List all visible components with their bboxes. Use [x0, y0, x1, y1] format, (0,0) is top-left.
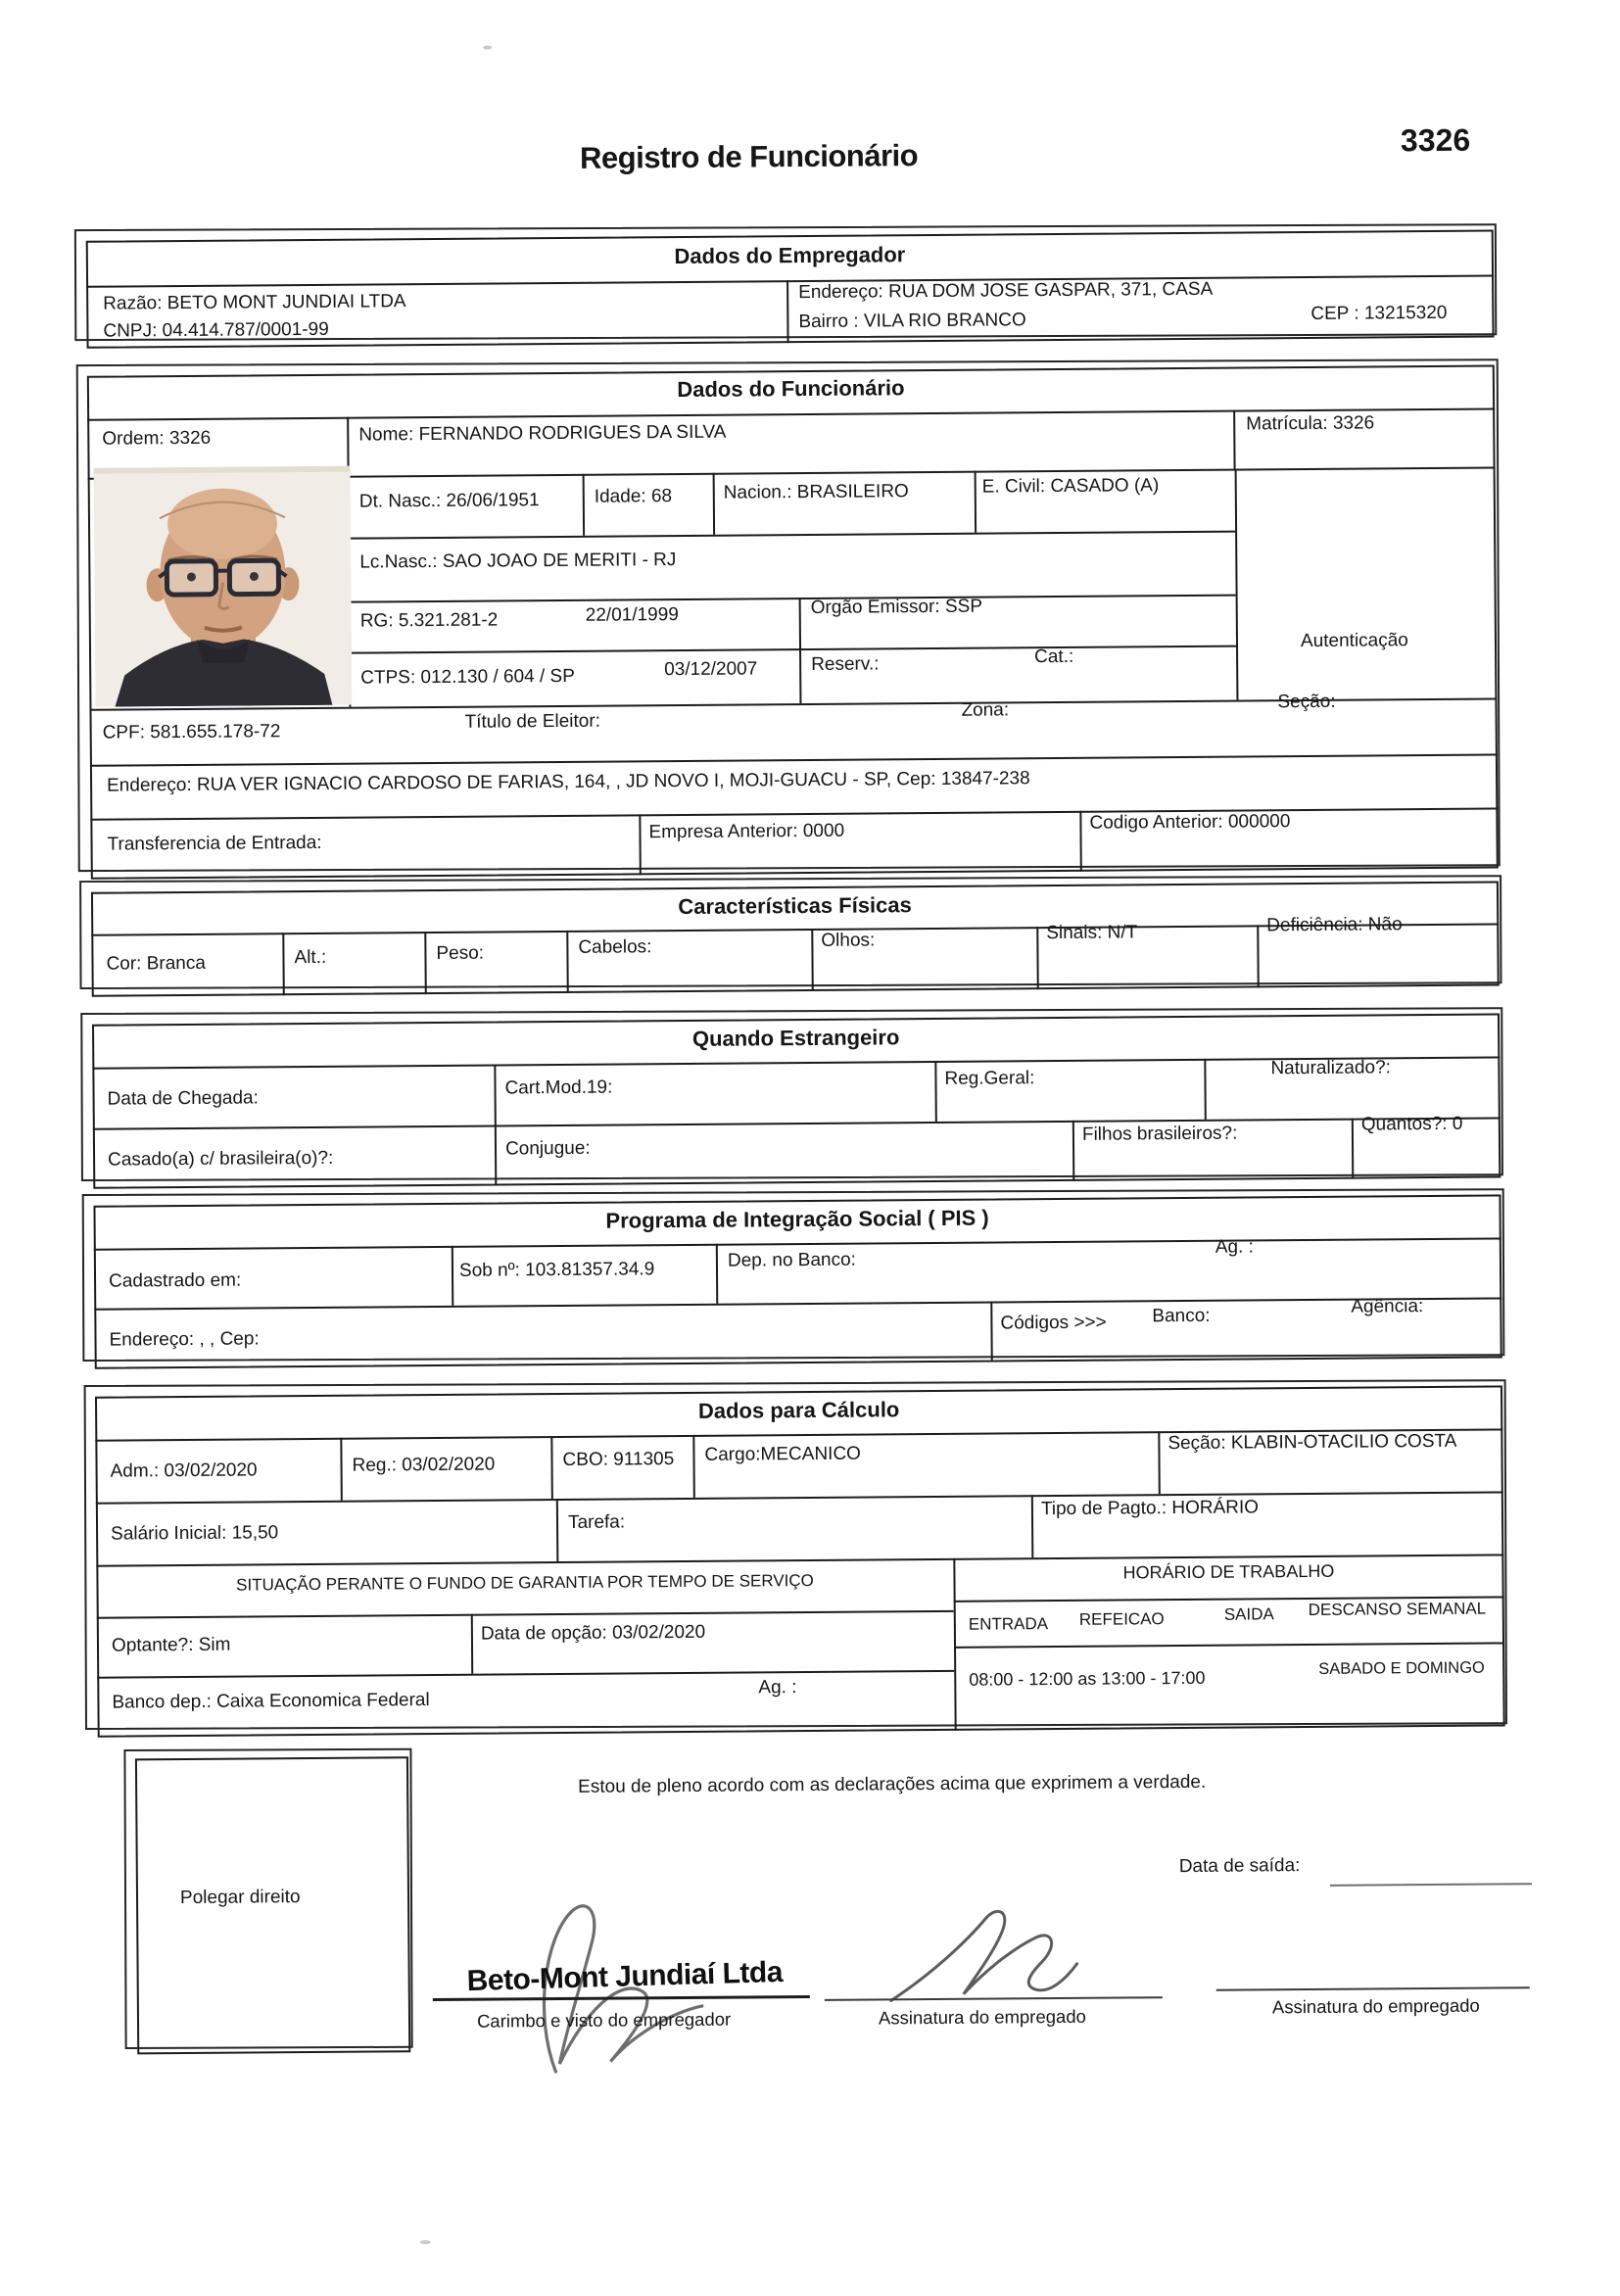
field-transferencia: Transferencia de Entrada:	[107, 833, 321, 856]
field-pis-agencia: Agência:	[1351, 1296, 1423, 1317]
employer-section-title: Dados do Empregador	[86, 237, 1494, 273]
field-endereco-empregador: Endereço: RUA DOM JOSE GASPAR, 371, CASA	[798, 279, 1213, 304]
field-cart-mod: Cart.Mod.19:	[504, 1077, 612, 1100]
field-dep-banco: Dep. no Banco:	[728, 1250, 856, 1272]
field-codigos: Códigos >>>	[1000, 1313, 1106, 1335]
field-lc-nasc: Lc.Nasc.: SAO JOAO DE MERITI - RJ	[359, 550, 676, 573]
field-cbo: CBO: 911305	[562, 1449, 674, 1471]
field-idade: Idade: 68	[595, 486, 672, 507]
field-razao: Razão: BETO MONT JUNDIAI LTDA	[103, 291, 406, 314]
field-endereco-funcionario: Endereço: RUA VER IGNACIO CARDOSO DE FARIAS, 164, , JD NOVO I, MOJI-GUACU - SP, Cep: 13847-238	[107, 768, 1030, 796]
field-alt: Alt.:	[294, 947, 326, 969]
field-horario-valor: 08:00 - 12:00 as 13:00 - 17:00	[969, 1668, 1205, 1691]
field-pis-ag: Ag. :	[1215, 1236, 1254, 1258]
field-calc-secao: Seção: KLABIN-OTACILIO COSTA	[1167, 1431, 1456, 1455]
data-saida-label: Data de saída:	[1179, 1855, 1301, 1878]
declaration-text: Estou de pleno acordo com as declarações acima que exprimem a verdade.	[578, 1772, 1206, 1798]
field-bairro: Bairro : VILA RIO BRANCO	[798, 310, 1025, 333]
field-zona: Zona:	[961, 699, 1009, 721]
pis-section-title: Programa de Integração Social ( PIS )	[94, 1201, 1501, 1237]
doc-number: 3326	[1401, 122, 1470, 159]
field-casado-brasileira: Casado(a) c/ brasileira(o)?:	[108, 1148, 333, 1172]
field-data-opcao: Data de opção: 03/02/2020	[481, 1622, 705, 1646]
field-salario-inicial: Salário Inicial: 15,50	[111, 1522, 278, 1545]
assinatura-label-1: Assinatura do empregado	[879, 2006, 1086, 2029]
field-naturalizado: Naturalizado?:	[1270, 1057, 1391, 1079]
field-cor: Cor: Branca	[106, 953, 206, 976]
field-quantos: Quantos?: 0	[1361, 1114, 1463, 1136]
field-cnpj: CNPJ: 04.414.787/0001-99	[103, 319, 328, 343]
col-descanso: DESCANSO SEMANAL	[1309, 1600, 1487, 1620]
field-titulo-eleitor: Título de Eleitor:	[465, 711, 601, 734]
col-entrada: ENTRADA	[969, 1614, 1048, 1634]
field-data-chegada: Data de Chegada:	[108, 1087, 259, 1110]
carimbo-label: Carimbo e visto do empregador	[477, 2009, 731, 2032]
employer-stamp-text: Beto-Mont Jundiaí Ltda	[466, 1956, 783, 1999]
field-sinais: Sinais: N/T	[1046, 922, 1137, 944]
page-title: Registro de Funcionário	[580, 138, 918, 175]
field-fgts-titulo: SITUAÇÃO PERANTE O FUNDO DE GARANTIA POR TEMPO DE SERVIÇO	[96, 1570, 953, 1596]
field-codigo-anterior: Codigo Anterior: 000000	[1089, 811, 1290, 834]
field-secao: Seção:	[1277, 692, 1335, 713]
field-rg: RG: 5.321.281-2	[360, 609, 499, 632]
field-reg: Reg.: 03/02/2020	[352, 1455, 495, 1477]
field-filhos-brasileiros: Filhos brasileiros?:	[1082, 1124, 1238, 1146]
data-saida-line	[1330, 1883, 1532, 1887]
field-calc-ag: Ag. :	[758, 1677, 796, 1698]
field-reg-geral: Reg.Geral:	[944, 1068, 1034, 1090]
field-olhos: Olhos:	[821, 930, 875, 951]
field-ctps: CTPS: 012.130 / 604 / SP	[360, 666, 575, 690]
thumbprint-label: Polegar direito	[180, 1887, 301, 1909]
field-cabelos: Cabelos:	[578, 936, 651, 958]
col-saida: SAIDA	[1224, 1604, 1274, 1624]
field-empresa-anterior: Empresa Anterior: 0000	[648, 821, 844, 843]
field-rg-data: 22/01/1999	[586, 604, 679, 627]
field-horario-trabalho: HORÁRIO DE TRABALHO	[953, 1559, 1503, 1584]
field-tipo-pagto: Tipo de Pagto.: HORÁRIO	[1041, 1497, 1259, 1520]
field-pis-endereco: Endereço: , , Cep:	[109, 1328, 259, 1351]
employee-signature	[882, 1903, 1119, 2008]
field-dt-nasc: Dt. Nasc.: 26/06/1951	[359, 490, 540, 512]
field-e-civil: E. Civil: CASADO (A)	[982, 475, 1160, 498]
field-adm: Adm.: 03/02/2020	[111, 1459, 258, 1482]
foreigner-section-title: Quando Estrangeiro	[92, 1020, 1500, 1056]
col-refeicao: REFEICAO	[1079, 1609, 1165, 1629]
field-reserv: Reserv.:	[811, 653, 880, 675]
field-sob-no: Sob nº: 103.81357.34.9	[459, 1259, 654, 1281]
field-cargo: Cargo:MECANICO	[704, 1444, 861, 1466]
field-nacion: Nacion.: BRASILEIRO	[724, 481, 909, 503]
field-optante: Optante?: Sim	[112, 1635, 231, 1657]
field-descanso-valor: SABADO E DOMINGO	[1318, 1659, 1485, 1679]
field-cep: CEP : 13215320	[1310, 303, 1447, 325]
employee-photo	[94, 466, 353, 707]
field-deficiencia: Deficiência: Não	[1266, 914, 1403, 936]
field-banco-dep: Banco dep.: Caixa Economica Federal	[112, 1690, 429, 1713]
calc-section-title: Dados para Cálculo	[95, 1392, 1502, 1428]
field-pis-banco: Banco:	[1152, 1306, 1210, 1327]
employee-signature-line-2	[1216, 1986, 1530, 1991]
scan-speck	[420, 2240, 431, 2244]
employee-section-title: Dados do Funcionário	[87, 370, 1495, 407]
employee-photo-image	[94, 466, 353, 707]
field-nome: Nome: FERNANDO RODRIGUES DA SILVA	[358, 422, 726, 447]
field-conjugue: Conjugue:	[505, 1138, 591, 1161]
field-ordem: Ordem: 3326	[102, 428, 211, 451]
field-matricula: Matrícula: 3326	[1246, 412, 1374, 435]
field-ctps-data: 03/12/2007	[664, 658, 757, 681]
physical-section-title: Características Físicas	[91, 887, 1499, 924]
field-cadastrado-em: Cadastrado em:	[109, 1270, 241, 1293]
scan-speck	[483, 46, 492, 50]
field-peso: Peso:	[436, 943, 484, 965]
field-orgao-emissor: Orgão Emissor: SSP	[811, 597, 982, 619]
field-autenticacao: Autenticação	[1301, 630, 1408, 652]
field-cat: Cat.:	[1034, 646, 1073, 668]
field-tarefa: Tarefa:	[568, 1511, 625, 1533]
assinatura-label-2: Assinatura do empregado	[1272, 1995, 1480, 2018]
field-cpf: CPF: 581.655.178-72	[103, 721, 281, 743]
